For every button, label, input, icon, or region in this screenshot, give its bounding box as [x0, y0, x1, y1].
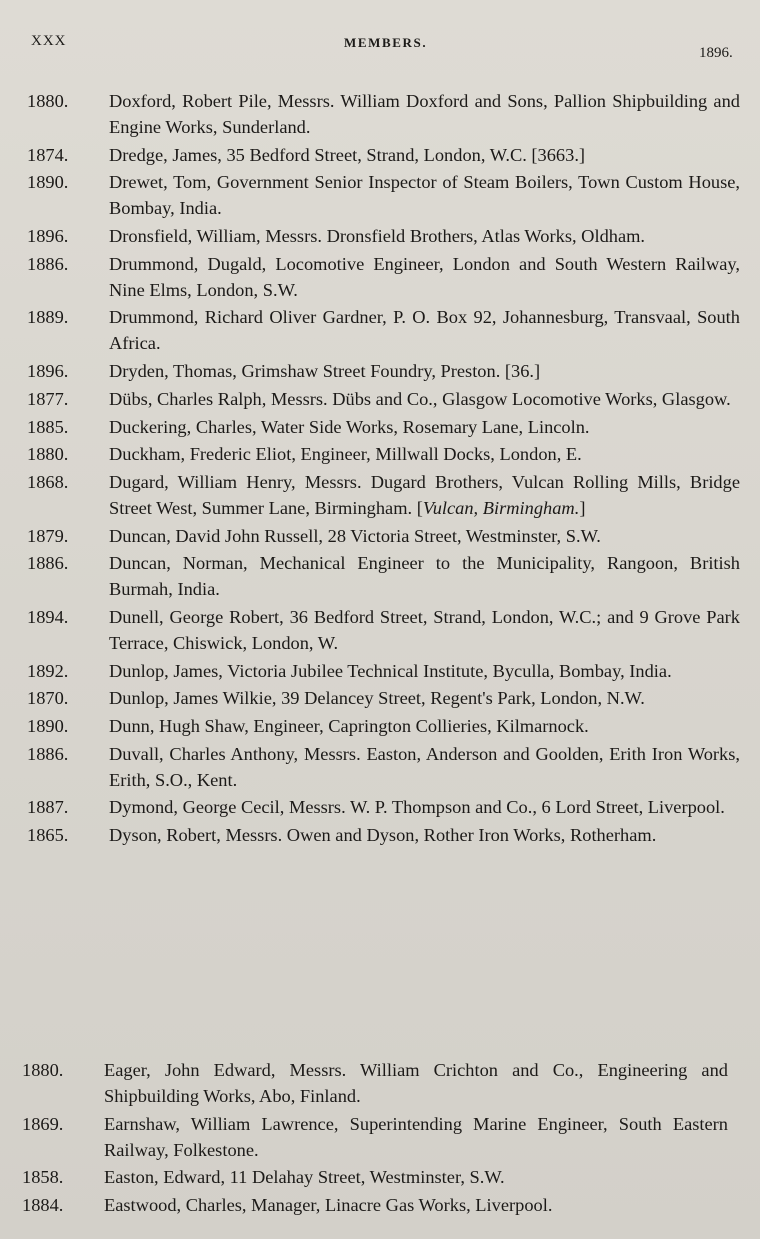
member-entry: [27, 523, 740, 549]
member-entry: [27, 251, 740, 303]
member-entry: [27, 822, 740, 848]
member-entry: [22, 1164, 728, 1190]
member-address: 11 Delahay Street, Westminster, S.W.: [229, 1167, 505, 1188]
member-name: Dredge, James,: [109, 144, 222, 165]
election-year: 1887.: [27, 797, 69, 818]
election-year: 1877.: [27, 388, 69, 409]
page-number: XXX: [31, 33, 67, 49]
member-name: Dunlop, James,: [109, 660, 223, 681]
member-address: P. O. Box 92, Johannesburg, Transvaal, South Africa.: [109, 307, 740, 354]
member-address: Messrs. William Doxford and Sons, Pallion Shipbuilding and Engine Works, Sunderland.: [109, 91, 740, 137]
member-entry: [27, 358, 740, 384]
election-year: 1892.: [27, 660, 69, 681]
election-year: 1880.: [27, 444, 69, 465]
member-entry: [27, 658, 740, 684]
member-entry: [22, 1192, 728, 1218]
member-address: Messrs. Dugard Brothers, Vulcan Rolling Mills, Bridge Street West, Summer Lane, Birmingham. [: [109, 471, 740, 518]
member-entry: [27, 414, 740, 440]
election-year: 1869.: [22, 1113, 64, 1134]
volume-year: 1896.: [699, 45, 733, 61]
election-year: 1880.: [27, 91, 69, 111]
member-name: Duncan, Norman,: [109, 553, 248, 574]
member-address: Grimshaw Street Foundry, Preston. [36.]: [241, 361, 541, 382]
member-address: 36 Bedford Street, Strand, London, W.C.; and 9 Grove Park Terrace, Chiswick, London, W.: [109, 606, 740, 653]
member-name: Eastwood, Charles,: [104, 1195, 247, 1216]
member-entry: [22, 1057, 728, 1109]
election-year: 1894.: [27, 606, 69, 627]
member-name: Dymond, George Cecil,: [109, 797, 285, 818]
telegraphic-address: Vulcan, Birmingham.: [422, 497, 580, 518]
election-year: 1889.: [27, 307, 69, 328]
member-name: Duckering, Charles,: [109, 416, 257, 437]
section-title: MEMBERS.: [344, 35, 428, 50]
member-entry: [27, 169, 740, 221]
member-address: Government Senior Inspector of Steam Boilers, Town Custom House, Bombay, India.: [109, 172, 740, 219]
member-entry: [27, 223, 740, 249]
member-address: Engineer, Caprington Collieries, Kilmarnock.: [253, 716, 589, 736]
member-name: Drummond, Richard Oliver Gardner,: [109, 307, 387, 328]
member-entry: [27, 304, 740, 356]
member-entry: [27, 550, 740, 602]
member-name: Duckham, Frederic Eliot,: [109, 444, 296, 465]
member-name: Earnshaw, William Lawrence,: [104, 1113, 339, 1134]
member-address: Locomotive Engineer, London and South Western Railway, Nine Elms, London, S.W.: [109, 253, 740, 300]
member-name: Dugard, William Henry,: [109, 471, 296, 492]
member-name: Eager, John Edward,: [104, 1060, 276, 1080]
election-year: 1884.: [22, 1195, 64, 1216]
member-entry: [27, 386, 740, 412]
election-year: 1896.: [27, 361, 69, 382]
election-year: 1879.: [27, 525, 69, 546]
election-year: 1880.: [22, 1060, 64, 1080]
member-address: Superintending Marine Engineer, South Eastern Railway, Folkestone.: [104, 1113, 728, 1160]
member-address: 39 Delancey Street, Regent's Park, London, N.W.: [281, 688, 645, 709]
election-year: 1858.: [22, 1167, 64, 1188]
member-name: Dübs, Charles Ralph,: [109, 388, 267, 409]
member-address: Messrs. Dübs and Co., Glasgow Locomotive Works, Glasgow.: [270, 388, 731, 409]
member-entry: [27, 469, 740, 521]
election-year: 1886.: [27, 743, 69, 764]
member-entry: [27, 441, 740, 467]
member-entry: [27, 713, 740, 739]
member-entry: [27, 794, 740, 820]
member-name: Drummond, Dugald,: [109, 253, 267, 274]
election-year: 1865.: [27, 825, 69, 846]
member-entry: [27, 88, 740, 140]
member-name: Dunn, Hugh Shaw,: [109, 716, 249, 736]
member-name: Dunell, George Robert,: [109, 606, 284, 627]
member-address: Messrs. Easton, Anderson and Goolden, Erith Iron Works, Erith, S.O., Kent.: [109, 743, 740, 790]
member-name: Dyson, Robert,: [109, 825, 221, 846]
member-address: 28 Victoria Street, Westminster, S.W.: [327, 525, 601, 546]
member-address: Water Side Works, Rosemary Lane, Lincoln.: [260, 416, 590, 437]
election-year: 1874.: [27, 144, 69, 165]
member-list-d: [27, 88, 740, 850]
member-entry: [27, 741, 740, 793]
running-head: [0, 33, 760, 61]
election-year: 1890.: [27, 172, 69, 193]
member-entry: [27, 685, 740, 711]
member-address: Manager, Linacre Gas Works, Liverpool.: [251, 1195, 553, 1216]
election-year: 1870.: [27, 688, 69, 709]
member-entry: [27, 604, 740, 656]
member-address: Messrs. Dronsfield Brothers, Atlas Works, Oldham.: [265, 226, 646, 247]
member-address: Messrs. William Crichton and Co., Engineering and Shipbuilding Works, Abo, Finland.: [104, 1060, 728, 1106]
member-name: Drewet, Tom,: [109, 172, 212, 193]
election-year: 1896.: [27, 226, 69, 247]
member-address: 35 Bedford Street, Strand, London, W.C. [3663.]: [226, 144, 586, 165]
bracket-close: ]: [579, 497, 586, 518]
member-entry: [27, 142, 740, 168]
member-list-e: [22, 1057, 728, 1220]
member-name: Easton, Edward,: [104, 1167, 226, 1188]
member-name: Dryden, Thomas,: [109, 361, 237, 382]
member-address: Messrs. Owen and Dyson, Rother Iron Works, Rotherham.: [225, 825, 657, 846]
member-address: Victoria Jubilee Technical Institute, Byculla, Bombay, India.: [227, 660, 672, 681]
election-year: 1886.: [27, 553, 69, 574]
member-name: Duvall, Charles Anthony,: [109, 743, 299, 764]
member-address: Messrs. W. P. Thompson and Co., 6 Lord Street, Liverpool.: [288, 797, 725, 818]
member-name: Duncan, David John Russell,: [109, 525, 324, 546]
member-name: Doxford, Robert Pile,: [109, 91, 272, 111]
election-year: 1890.: [27, 716, 69, 736]
election-year: 1885.: [27, 416, 69, 437]
member-entry: [22, 1111, 728, 1163]
election-year: 1868.: [27, 471, 69, 492]
member-name: Dunlop, James Wilkie,: [109, 688, 277, 709]
member-address: Mechanical Engineer to the Municipality, Rangoon, British Burmah, India.: [109, 553, 741, 600]
election-year: 1886.: [27, 253, 69, 274]
member-address: Engineer, Millwall Docks, London, E.: [300, 444, 582, 465]
member-name: Dronsfield, William,: [109, 226, 261, 247]
